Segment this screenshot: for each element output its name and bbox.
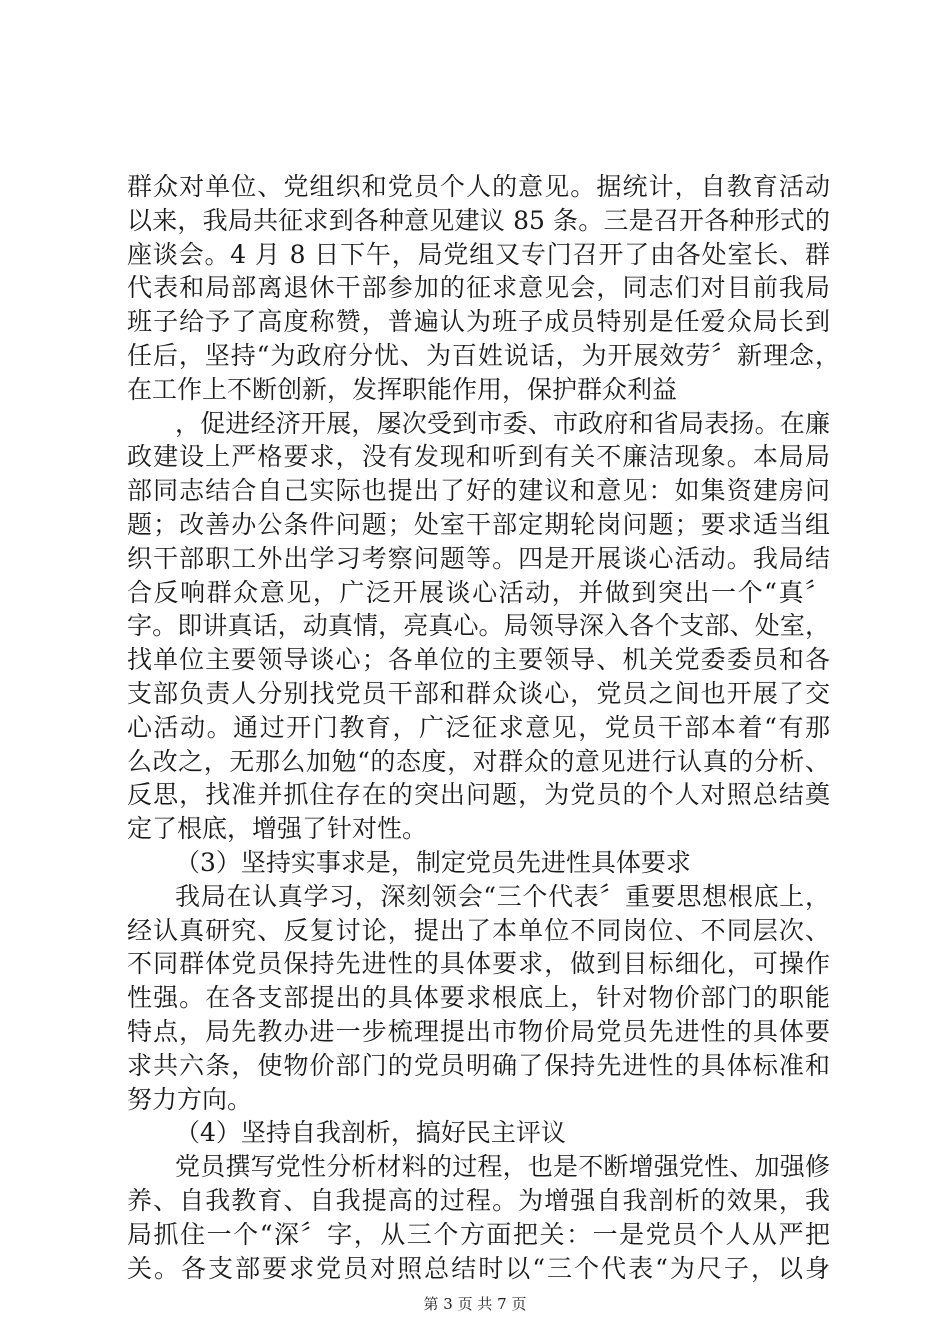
text-line: 政建设上严格要求，没有发现和听到有关不廉洁现象。本局局 <box>127 442 830 472</box>
text-line: 在工作上不断创新，发挥职能作用，保护群众利益 <box>127 374 678 404</box>
text-line: 代表和局部离退休干部参加的征求意见会，同志们对目前我局 <box>127 273 830 303</box>
text-line: 以来，我局共征求到各种意见建议 85 条。三是召开各种形式的 <box>127 205 830 235</box>
text-line: 任后，坚持“为政府分忧、为百姓说话，为开展效劳〞新理念， <box>127 340 840 370</box>
text-line: 部同志结合自己实际也提出了好的建议和意见：如集资建房问 <box>127 476 830 506</box>
text-line: 性强。在各支部提出的具体要求根底上，针对物价部门的职能 <box>127 983 830 1013</box>
text-line: 支部负责人分别找党员干部和群众谈心，党员之间也开展了交 <box>127 678 830 708</box>
text-line: 求共六条，使物价部门的党员明确了保持先进性的具体标准和 <box>127 1050 830 1080</box>
text-line: （3）坚持实事求是，制定党员先进性具体要求 <box>175 847 691 877</box>
text-line: 班子给予了高度称赞，普遍认为班子成员特别是任爱众局长到 <box>127 307 830 337</box>
text-line: 经认真研究、反复讨论，提出了本单位不同岗位、不同层次、 <box>127 915 830 945</box>
text-line: 我局在认真学习，深刻领会“三个代表〞重要思想根底上， <box>175 881 830 911</box>
text-line: ，促进经济开展，屡次受到市委、市政府和省局表扬。在廉 <box>175 408 830 438</box>
text-line: 题；改善办公条件问题；处室干部定期轮岗问题；要求适当组 <box>127 509 830 539</box>
text-line: 定了根底，增强了针对性。 <box>127 814 428 844</box>
text-line: 座谈会。4 月 8 日下午，局党组又专门召开了由各处室长、群 <box>127 239 830 269</box>
text-line: 心活动。通过开门教育，广泛征求意见，党员干部本着“有那 <box>127 712 830 742</box>
text-line: 字。即讲真话，动真情，亮真心。局领导深入各个支部、处室， <box>127 611 830 641</box>
text-line: （4）坚持自我剖析，搞好民主评议 <box>175 1118 566 1148</box>
text-line: 合反响群众意见，广泛开展谈心活动，并做到突出一个“真〞 <box>127 577 830 607</box>
text-line: 党员撰写党性分析材料的过程，也是不断增强党性、加强修 <box>175 1152 830 1182</box>
text-line: 局抓住一个“深〞字，从三个方面把关：一是党员个人从严把 <box>127 1219 830 1249</box>
text-line: 么改之，无那么加勉“的态度，对群众的意见进行认真的分析、 <box>127 746 830 776</box>
page-footer: 第 3 页 共 7 页 <box>423 1295 527 1313</box>
text-line: 群众对单位、党组织和党员个人的意见。据统计，自教育活动 <box>127 172 830 201</box>
text-line: 特点，局先教办进一步梳理提出市物价局党员先进性的具体要 <box>127 1016 830 1046</box>
text-line: 养、自我教育、自我提高的过程。为增强自我剖析的效果，我 <box>127 1185 830 1215</box>
text-line: 不同群体党员保持先进性的具体要求，做到目标细化，可操作 <box>127 949 830 979</box>
text-line: 织干部职工外出学习考察问题等。四是开展谈心活动。我局结 <box>127 543 830 573</box>
text-line: 找单位主要领导谈心；各单位的主要领导、机关党委委员和各 <box>127 645 830 675</box>
text-line: 反思，找准并抓住存在的突出问题，为党员的个人对照总结奠 <box>127 780 830 810</box>
body-text <box>0 170 950 1285</box>
text-line: 关。各支部要求党员对照总结时以“三个代表“为尺子，以身 <box>127 1253 830 1283</box>
text-line: 努力方向。 <box>127 1084 253 1114</box>
